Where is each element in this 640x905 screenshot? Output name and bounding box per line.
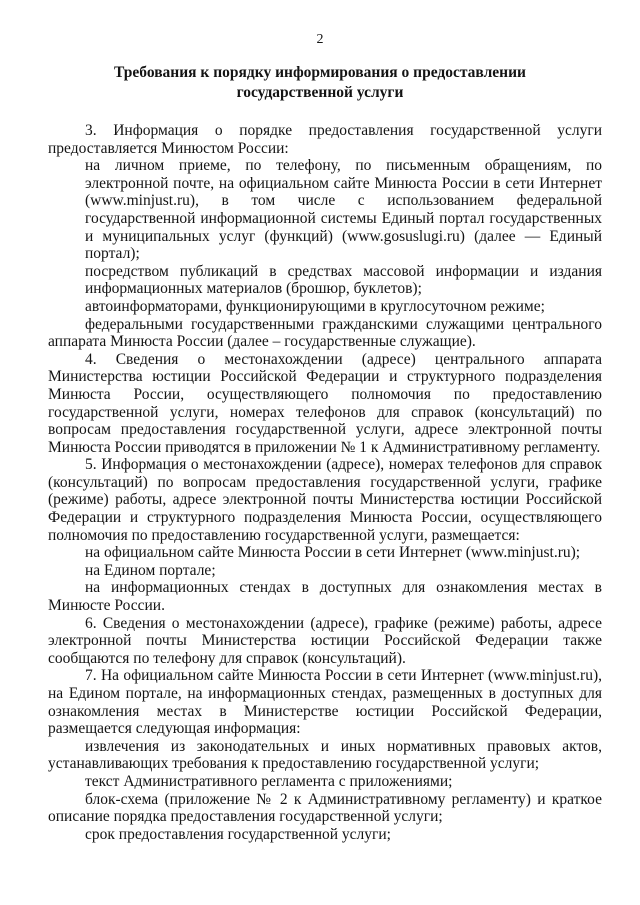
paragraph: автоинформаторами, функционирующими в круглосуточном режиме; — [85, 297, 545, 315]
paragraph: на личном приеме, по телефону, по письменным обращениям, по электронной почте, на официальном сайте Минюста России в сети Интернет (www.minjust.ru), в том числе с использованием федеральной государственной информационной системы Единый портал государственных и муниципальных услуг (функций) (www.gosuslugi.ru) (далее — Единый портал); — [85, 157, 602, 263]
page-number: 2 — [316, 32, 324, 47]
paragraph: текст Административного регламента с приложениями; — [85, 772, 453, 790]
paragraph: на официальном сайте Минюста России в сети Интернет (www.minjust.ru); — [85, 544, 581, 562]
paragraph: посредством публикаций в средствах массовой информации и издания информационных материалов (брошюр, буклетов); — [85, 262, 602, 298]
paragraph: 5. Информация о местонахождении (адресе), номерах телефонов для справок (консультаций) по вопросам предоставления государственной услуги, графике (режиме) работы, адресе электронной почты Министерства юстиции Российской Федерации и структурного подразделения Минюста России, осуществляющего полномочия по предоставлению государственной услуги, размещается: — [48, 456, 602, 544]
document-body — [48, 122, 602, 843]
paragraph: на информационных стендах в доступных для ознакомления местах в Минюсте России. — [48, 579, 602, 615]
paragraph: извлечения из законодательных и иных нормативных правовых актов, устанавливающих требования к предоставлению государственной услуги; — [48, 737, 602, 773]
paragraph: 7. На официальном сайте Минюста России в сети Интернет (www.minjust.ru), на Едином портале, на информационных стендах, размещенных в доступных для ознакомления местах в Министерстве юстиции Российской Федерации, размещается следующая информация: — [48, 667, 602, 738]
paragraph: блок-схема (приложение № 2 к Административному регламенту) и краткое описание порядка предоставления государственной услуги; — [48, 790, 602, 826]
paragraph: 4. Сведения о местонахождении (адресе) центрального аппарата Министерства юстиции Российской Федерации и структурного подразделения Минюста России, осуществляющего полномочия по предоставлению государственной услуги, номерах телефонов для справок (консультаций) по вопросам предоставления государственной услуги, адресе электронной почты Минюста России приводятся в приложении № 1 к Административному регламенту. — [48, 350, 602, 456]
paragraph: 3. Информация о порядке предоставления государственной услуги предоставляется Минюстом России: — [48, 122, 602, 157]
paragraph: срок предоставления государственной услуги; — [85, 825, 391, 843]
paragraph: 6. Сведения о местонахождении (адресе), графике (режиме) работы, адресе электронной почты Министерства юстиции Российской Федерации также сообщаются по телефону для справок (консультаций). — [48, 614, 602, 667]
paragraph: федеральными государственными гражданскими служащими центрального аппарата Минюста России (далее – государственные служащие). — [48, 315, 602, 351]
section-title: Требования к порядку информирования о предоставлении государственной услуги — [114, 64, 526, 101]
paragraph: на Едином портале; — [85, 561, 216, 579]
